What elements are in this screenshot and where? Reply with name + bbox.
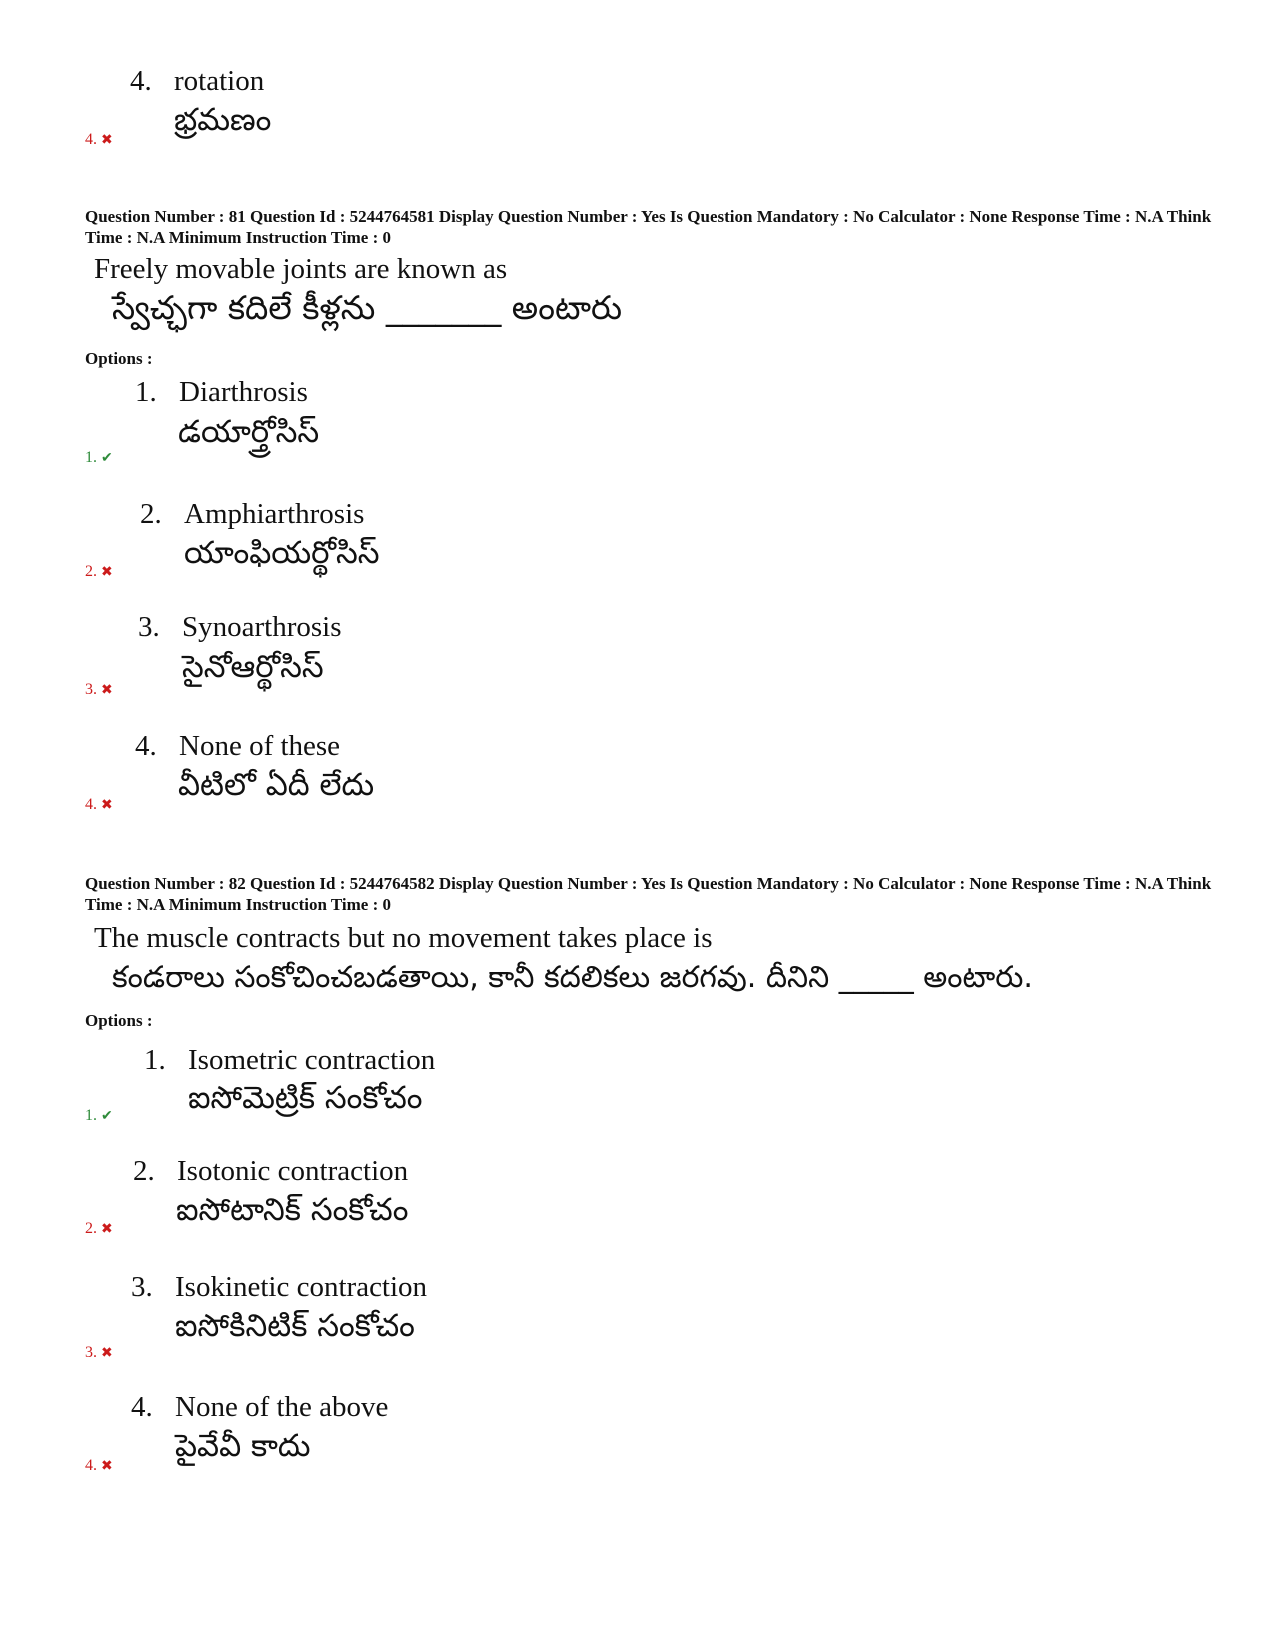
question-82-meta: Question Number : 82 Question Id : 5244764582 Display Question Number : Yes Is Question Mandatory : No Calculator : None Response Time : N.A Think Time : N.A Minimum Instruction Time : 0 xyxy=(85,874,1212,914)
q82-option-4-wrong-mark: 4. ✖ xyxy=(85,1457,113,1474)
q82-option-3-english: 3. Isokinetic contraction xyxy=(131,1271,428,1303)
q81-option-3-wrong-mark: 3. ✖ xyxy=(85,681,113,698)
q82-option-1-telugu: ఐసోమెట్రిక్ సంకోచం xyxy=(188,1080,423,1116)
q81-option-4-telugu: వీటిలో ఏదీ లేదు xyxy=(178,767,375,803)
q82-option-3-wrong-mark: 3. ✖ xyxy=(85,1344,113,1361)
q82-option-2-english: 2. Isotonic contraction xyxy=(133,1155,409,1187)
cross-icon: ✖ xyxy=(101,683,113,698)
q81-option-2-telugu: యాంఫియర్థోసిస్ xyxy=(184,535,380,571)
question-81-options-label: Options : xyxy=(85,349,153,368)
cross-icon: ✖ xyxy=(101,565,113,580)
q82-option-1-correct-mark: 1. ✔ xyxy=(85,1107,113,1124)
q82-option-1-english: 1. Isometric contraction xyxy=(144,1044,436,1076)
question-82-text-english: The muscle contracts but no movement takes place is xyxy=(94,922,713,954)
q81-option-4-wrong-mark: 4. ✖ xyxy=(85,796,113,813)
q81-option-4-english: 4. None of these xyxy=(135,730,341,762)
cross-icon: ✖ xyxy=(101,1222,113,1237)
question-81-text-telugu: స్వేచ్ఛగా కదిలే కీళ్లను _______ అంటారు xyxy=(112,288,622,327)
q81-option-2-wrong-mark: 2. ✖ xyxy=(85,563,113,580)
q81-option-1-correct-mark: 1. ✔ xyxy=(85,449,113,466)
cross-icon: ✖ xyxy=(101,1459,113,1474)
q81-option-3-telugu: సైనోఆర్థోసిస్ xyxy=(182,649,324,685)
cross-icon: ✖ xyxy=(101,133,113,148)
q81-option-1-english: 1. Diarthrosis xyxy=(135,376,308,408)
q81-option-2-english: 2. Amphiarthrosis xyxy=(140,498,365,530)
checkmark-icon: ✔ xyxy=(101,451,113,466)
q82-option-2-wrong-mark: 2. ✖ xyxy=(85,1220,113,1237)
q81-option-1-telugu: డయార్త్రోసిస్ xyxy=(178,414,320,450)
q82-option-3-telugu: ఐసోకినిటిక్ సంకోచం xyxy=(175,1308,415,1344)
option-4-english: 4. rotation xyxy=(130,65,265,97)
cross-icon: ✖ xyxy=(101,1346,113,1361)
q81-option-3-english: 3. Synoarthrosis xyxy=(138,611,342,643)
question-81-meta: Question Number : 81 Question Id : 5244764581 Display Question Number : Yes Is Question Mandatory : No Calculator : None Response Time : N.A Think Time : N.A Minimum Instruction Time : 0 xyxy=(85,207,1212,247)
option-4-telugu: భ్రమణం xyxy=(174,102,272,138)
question-81-text-english: Freely movable joints are known as xyxy=(94,253,508,285)
q82-option-4-telugu: పైవేవీ కాదు xyxy=(175,1428,311,1464)
checkmark-icon: ✔ xyxy=(101,1109,113,1124)
option-4-wrong-mark: 4. ✖ xyxy=(85,131,113,148)
question-82-text-telugu: కండరాలు సంకోచించబడతాయి, కానీ కదలికలు జరగవు. దీనిని _____ అంటారు. xyxy=(112,960,1033,995)
question-82-options-label: Options : xyxy=(85,1011,153,1030)
q82-option-4-english: 4. None of the above xyxy=(131,1391,389,1423)
cross-icon: ✖ xyxy=(101,798,113,813)
q82-option-2-telugu: ఐసోటానిక్ సంకోచం xyxy=(176,1192,409,1228)
